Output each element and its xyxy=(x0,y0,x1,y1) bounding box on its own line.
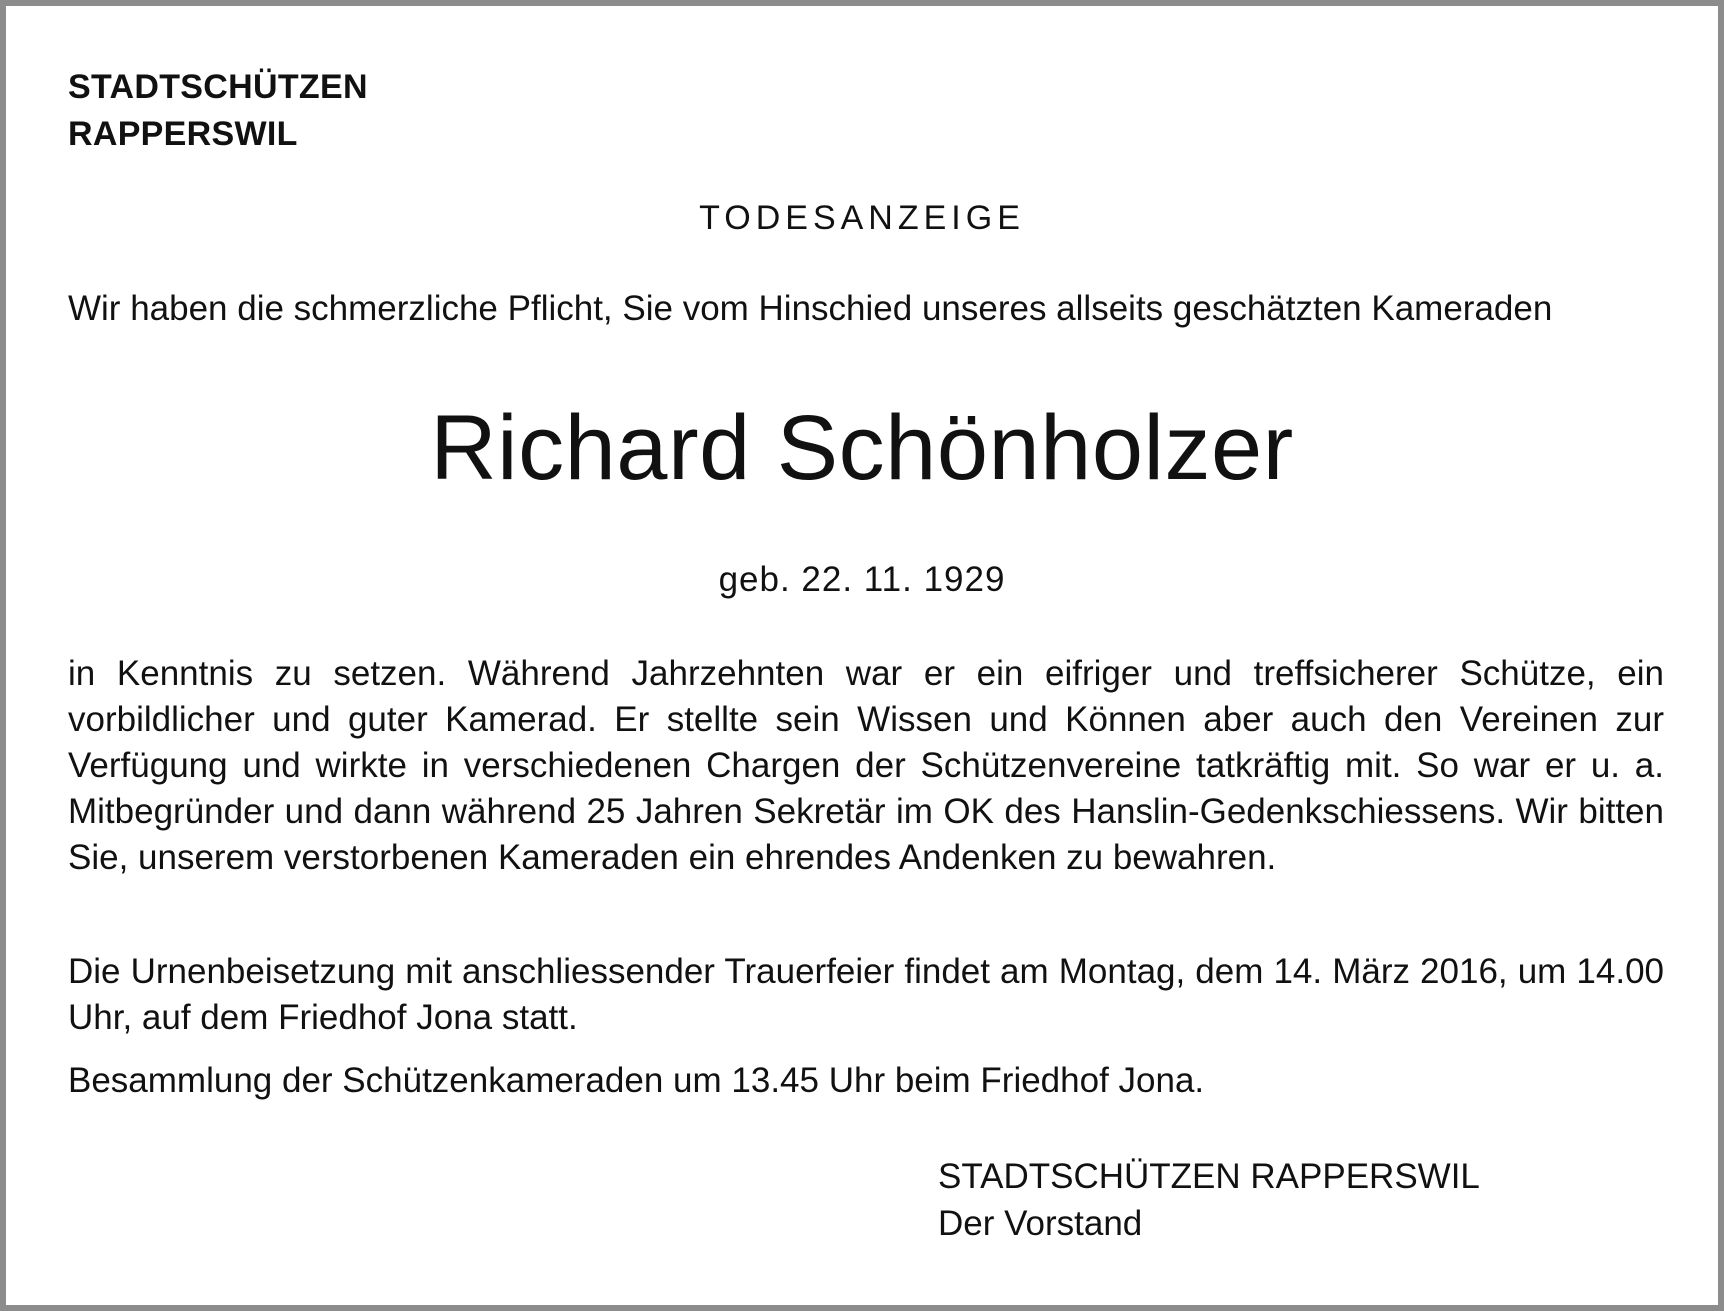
birth-date: geb. 22. 11. 1929 xyxy=(718,560,1006,599)
signature-organization: STADTSCHÜTZEN RAPPERSWIL xyxy=(938,1157,1480,1196)
sender-line-1: STADTSCHÜTZEN xyxy=(68,68,368,106)
intro-paragraph: Wir haben die schmerzliche Pflicht, Sie vom Hinschied unseres allseits geschätzten Kameraden xyxy=(68,289,1553,328)
signature-board: Der Vorstand xyxy=(938,1204,1143,1243)
sender-line-2: RAPPERSWIL xyxy=(68,115,298,153)
deceased-name: Richard Schönholzer xyxy=(430,397,1294,499)
main-paragraph: in Kenntnis zu setzen. Während Jahrzehnten war er ein eifriger und treffsicherer Schütze, ein vorbildlicher und guter Kamerad. Er stellte sein Wissen und Können aber auch den Vereinen zur Verfügung und wirkte in verschiedenen Chargen der Schützenvereine tatkräftig mit. So war er u. a. Mitbegründer und dann während 25 Jahren Sekretär im OK des Hanslin-Gedenkschiessens. Wir bitten Sie, unserem verstorbenen Kameraden ein ehrendes Andenken zu bewahren. xyxy=(68,654,1664,877)
notice-heading: TODESANZEIGE xyxy=(699,199,1025,237)
gathering-paragraph: Besammlung der Schützenkameraden um 13.45 Uhr beim Friedhof Jona. xyxy=(68,1061,1205,1100)
sender-block xyxy=(68,64,368,158)
funeral-paragraph: Die Urnenbeisetzung mit anschliessender Trauerfeier findet am Montag, dem 14. März 2016, um 14.00 Uhr, auf dem Friedhof Jona statt. xyxy=(68,952,1664,1037)
signature-block xyxy=(938,1153,1480,1247)
